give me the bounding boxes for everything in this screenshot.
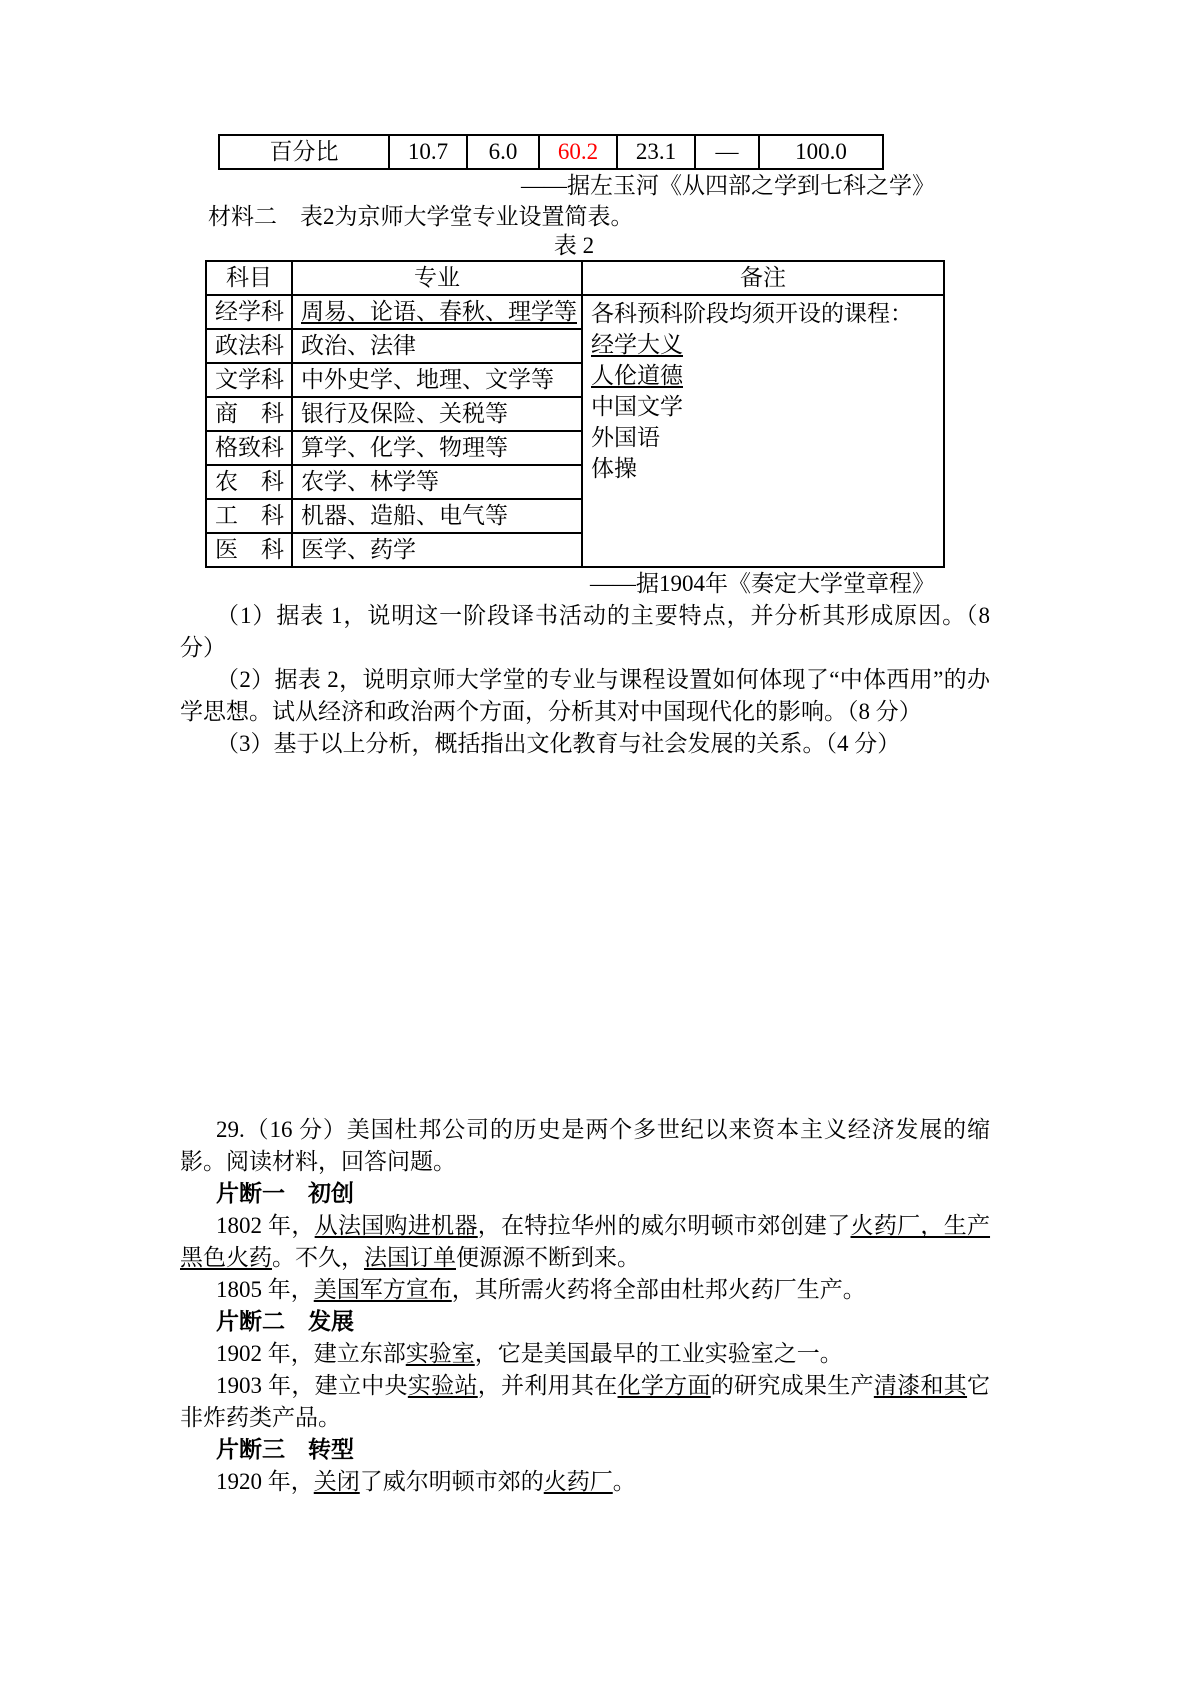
table2-subject-cell: 工 科 bbox=[206, 499, 292, 533]
plain-text: 1902 年，建立东部 bbox=[216, 1341, 406, 1366]
table2-subject-cell: 医 科 bbox=[206, 533, 292, 567]
table2-major-cell: 机器、造船、电气等 bbox=[292, 499, 582, 533]
note-line: 各科预科阶段均须开设的课程： bbox=[591, 301, 913, 326]
table2-header-major: 专业 bbox=[292, 261, 582, 295]
underlined-text: 从法国购进机器 bbox=[314, 1213, 478, 1238]
material2-lead: 材料二 表2为京师大学堂专业设置简表。 bbox=[208, 204, 634, 229]
question-29-intro: 29.（16 分）美国杜邦公司的历史是两个多世纪以来资本主义经济发展的缩影。阅读材料，回答问题。 bbox=[180, 1117, 990, 1174]
table2-major-cell: 算学、化学、物理等 bbox=[292, 431, 582, 465]
underlined-text: 清漆和其 bbox=[873, 1373, 968, 1398]
table2-major-cell: 农学、林学等 bbox=[292, 465, 582, 499]
note-line: 体操 bbox=[591, 456, 637, 481]
note-line: 中国文学 bbox=[591, 394, 683, 419]
table2-header-row bbox=[206, 261, 944, 295]
underlined-text: 实验室 bbox=[405, 1341, 475, 1366]
plain-text: 1802 年， bbox=[216, 1213, 315, 1238]
fragment-3-paragraph-1920 bbox=[180, 1466, 990, 1498]
table1-value-highlighted: 60.2 bbox=[539, 135, 617, 169]
table2-major-cell: 医学、药学 bbox=[292, 533, 582, 567]
question-1: （1）据表 1，说明这一阶段译书活动的主要特点，并分析其形成原因。（8分） bbox=[180, 603, 990, 660]
plain-text: 1920 年， bbox=[216, 1469, 314, 1494]
source-citation-1: ——据左玉河《从四部之学到七科之学》 bbox=[521, 173, 935, 198]
table1-value: 10.7 bbox=[389, 135, 467, 169]
plain-text: 的研究成果生产 bbox=[710, 1373, 874, 1398]
table1-row-label: 百分比 bbox=[219, 135, 389, 169]
fragment-2-heading: 片断二 发展 bbox=[216, 1309, 354, 1334]
note-line bbox=[591, 329, 939, 360]
fragment-1-heading: 片断一 初创 bbox=[216, 1181, 354, 1206]
question-2: （2）据表 2，说明京师大学堂的专业与课程设置如何体现了“中体西用”的办学思想。试从经济和政治两个方面，分析其对中国现代化的影响。（8 分） bbox=[180, 667, 990, 724]
underlined-text: 法国订单 bbox=[364, 1245, 456, 1270]
source-citation-2: ——据1904年《奏定大学堂章程》 bbox=[590, 571, 935, 596]
table1-percentage-row bbox=[219, 135, 883, 169]
underlined-text: 关闭 bbox=[313, 1469, 360, 1494]
fragment-2-paragraph-1903 bbox=[180, 1370, 990, 1434]
table2-subject-cell: 商 科 bbox=[206, 397, 292, 431]
note-line bbox=[591, 360, 939, 391]
table2-header-subject: 科目 bbox=[206, 261, 292, 295]
table2-major-cell: 银行及保险、关税等 bbox=[292, 397, 582, 431]
table2 bbox=[205, 260, 945, 568]
table2-subject-cell: 格致科 bbox=[206, 431, 292, 465]
plain-text: ，其所需火药将全部由杜邦火药厂生产。 bbox=[451, 1277, 866, 1302]
plain-text: ，并利用其在 bbox=[477, 1373, 618, 1398]
table1-value: 23.1 bbox=[617, 135, 695, 169]
plain-text: ，它是美国最早的工业实验室之一。 bbox=[474, 1341, 843, 1366]
table1-fragment bbox=[218, 134, 884, 170]
table2-subject-cell: 政法科 bbox=[206, 329, 292, 363]
table2-header-note: 备注 bbox=[582, 261, 944, 295]
question-3: （3）基于以上分析，概括指出文化教育与社会发展的关系。（4 分） bbox=[216, 731, 901, 756]
plain-text: 1903 年，建立中央 bbox=[216, 1373, 408, 1398]
fragment-3-heading: 片断三 转型 bbox=[216, 1437, 354, 1462]
underlined-text: 实验站 bbox=[407, 1373, 478, 1398]
underlined-text: 周易、论语、春秋、理学等 bbox=[301, 299, 577, 324]
table1-value: 100.0 bbox=[759, 135, 883, 169]
fragment-1-paragraph-1802 bbox=[180, 1210, 990, 1274]
underlined-text: 经学大义 bbox=[591, 332, 683, 357]
table1-value: — bbox=[695, 135, 759, 169]
table2-major-cell bbox=[292, 295, 582, 329]
plain-text: 它非炸药类产品。 bbox=[180, 1373, 991, 1430]
plain-text: ，在特拉华州的威尔明顿市郊创建了 bbox=[477, 1213, 851, 1238]
table1-value: 6.0 bbox=[467, 135, 539, 169]
table2-subject-cell: 文学科 bbox=[206, 363, 292, 397]
plain-text: 了威尔明顿市郊的 bbox=[359, 1469, 544, 1494]
table2-caption: 表 2 bbox=[553, 233, 595, 258]
underlined-text: 火药厂，生产黑色火药 bbox=[180, 1213, 991, 1270]
table2-subject-cell: 经学科 bbox=[206, 295, 292, 329]
underlined-text: 人伦道德 bbox=[591, 363, 683, 388]
blank-space bbox=[180, 760, 990, 1114]
plain-text: 便源源不断到来。 bbox=[456, 1245, 640, 1270]
plain-text: 。 bbox=[612, 1469, 636, 1494]
underlined-text: 美国军方宣布 bbox=[313, 1277, 452, 1302]
plain-text: 。不久， bbox=[272, 1245, 364, 1270]
table2-row bbox=[206, 295, 944, 329]
note-line: 外国语 bbox=[591, 425, 660, 450]
table2-subject-cell: 农 科 bbox=[206, 465, 292, 499]
fragment-1-paragraph-1805 bbox=[180, 1274, 990, 1306]
table2-note-cell bbox=[582, 295, 944, 567]
underlined-text: 火药厂 bbox=[543, 1469, 613, 1494]
underlined-text: 化学方面 bbox=[617, 1373, 711, 1398]
table2-major-cell: 中外史学、地理、文学等 bbox=[292, 363, 582, 397]
fragment-2-paragraph-1902 bbox=[180, 1338, 990, 1370]
plain-text: 1805 年， bbox=[216, 1277, 314, 1302]
table2-major-cell: 政治、法律 bbox=[292, 329, 582, 363]
